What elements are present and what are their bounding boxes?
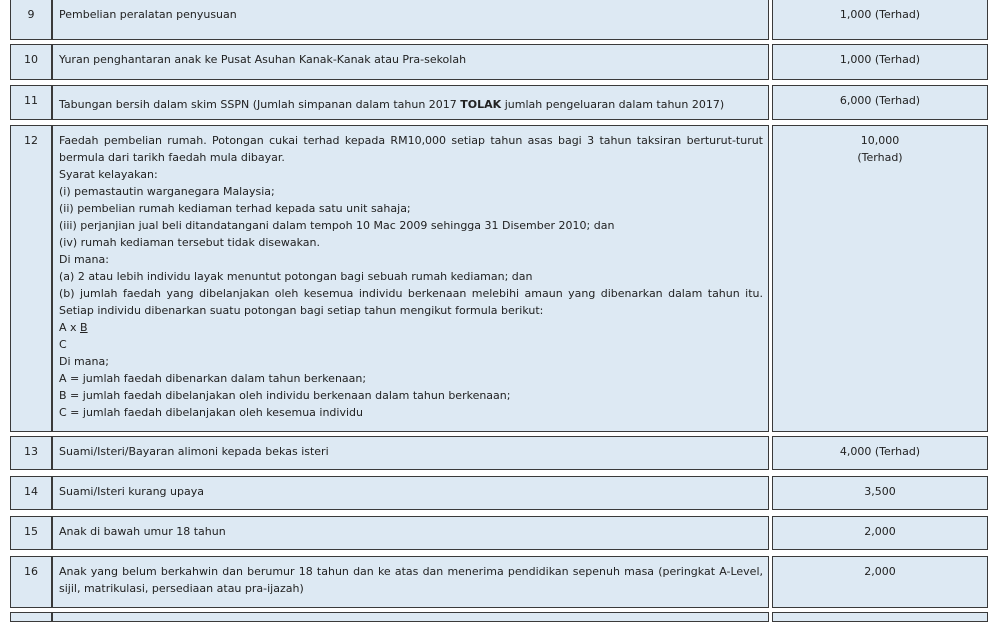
row-description: Anak yang belum berkahwin dan berumur 18 tahun dan ke atas dan menerima pendidikan sepenuh masa (peringkat A-Level, sijil, matrikulasi, persediaan atau pra-ijazah) <box>52 556 769 608</box>
description-line: C = jumlah faedah dibelanjakan oleh kesemua individu <box>59 406 363 419</box>
table-row <box>0 476 993 510</box>
table-row <box>0 125 993 432</box>
table-row <box>0 556 993 608</box>
description-line: Syarat kelayakan: <box>59 168 158 181</box>
description-line: Faedah pembelian rumah. Potongan cukai terhad kepada RM10,000 setiap tahun asas bagi 3 tahun taksiran berturut-turut bermula dari tarikh faedah mula dibayar. <box>59 134 763 164</box>
row-amount: 1,000 (Terhad) <box>772 44 988 80</box>
row-description <box>52 125 769 432</box>
description-line: (ii) pembelian rumah kediaman terhad kepada satu unit sahaja; <box>59 202 411 215</box>
table-row <box>0 612 993 622</box>
row-description: Pembelian peralatan penyusuan <box>52 0 769 40</box>
row-amount: 2,000 <box>772 556 988 608</box>
description-line: (iii) perjanjian jual beli ditandatangani dalam tempoh 10 Mac 2009 sehingga 31 Disember 2010; dan <box>59 219 615 232</box>
row-description: Anak di bawah umur 18 tahun <box>52 516 769 550</box>
description-line: (i) pemastautin warganegara Malaysia; <box>59 185 275 198</box>
description-line: (iv) rumah kediaman tersebut tidak disewakan. <box>59 236 320 249</box>
row-number: 11 <box>10 85 52 120</box>
row-amount: 4,000 (Terhad) <box>772 436 988 470</box>
row-number: 12 <box>10 125 52 432</box>
row-description: Yuran penghantaran anak ke Pusat Asuhan Kanak-Kanak atau Pra-sekolah <box>52 44 769 80</box>
description-line: Di mana: <box>59 253 109 266</box>
tolak-emphasis: TOLAK <box>460 98 502 111</box>
row-number: 9 <box>10 0 52 40</box>
row-number: 13 <box>10 436 52 470</box>
description-line: B = jumlah faedah dibelanjakan oleh individu berkenaan dalam tahun berkenaan; <box>59 389 511 402</box>
row-description: Tabungan bersih dalam skim SSPN (Jumlah simpanan dalam tahun 2017 TOLAK jumlah pengeluaran dalam tahun 2017) <box>52 85 769 120</box>
row-number: 10 <box>10 44 52 80</box>
table-row <box>0 0 993 40</box>
table-row <box>0 44 993 80</box>
row-description: Suami/Isteri/Bayaran alimoni kepada bekas isteri <box>52 436 769 470</box>
row-description: Suami/Isteri kurang upaya <box>52 476 769 510</box>
description-line: (a) 2 atau lebih individu layak menuntut potongan bagi sebuah rumah kediaman; dan <box>59 270 533 283</box>
description-line: Di mana; <box>59 355 109 368</box>
row-amount: 1,000 (Terhad) <box>772 0 988 40</box>
row-amount: 3,500 <box>772 476 988 510</box>
row-amount: 2,000 <box>772 516 988 550</box>
table-row <box>0 516 993 550</box>
row-number: 14 <box>10 476 52 510</box>
formula-denominator: C <box>59 338 67 351</box>
row-number <box>10 612 52 622</box>
description-line: A = jumlah faedah dibenarkan dalam tahun berkenaan; <box>59 372 367 385</box>
table-row <box>0 436 993 470</box>
row-description <box>52 612 769 622</box>
row-number: 15 <box>10 516 52 550</box>
row-amount: 6,000 (Terhad) <box>772 85 988 120</box>
formula-numerator: A x B <box>59 321 88 334</box>
table-row <box>0 85 993 120</box>
row-amount: 10,000 (Terhad) <box>772 125 988 432</box>
row-number: 16 <box>10 556 52 608</box>
description-line: (b) jumlah faedah yang dibelanjakan oleh kesemua individu berkenaan melebihi amaun yang dibenarkan dalam tahun itu. Setiap individu dibenarkan suatu potongan bagi setiap tahun mengikut formula berikut: <box>59 287 763 317</box>
row-amount <box>772 612 988 622</box>
